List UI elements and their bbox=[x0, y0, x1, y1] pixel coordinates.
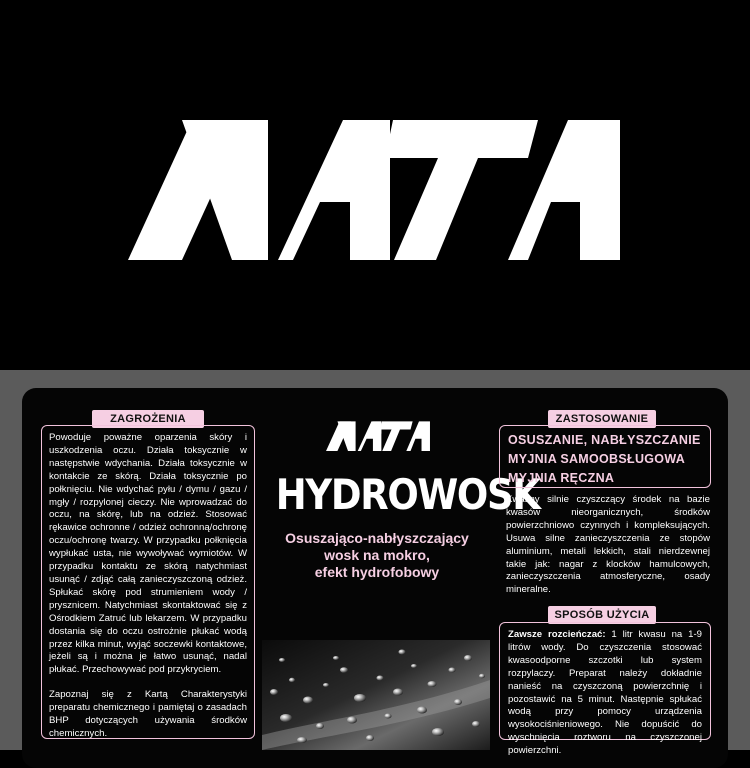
product-name: HYDROWOSK bbox=[275, 470, 540, 519]
nata-small-logo bbox=[326, 421, 430, 451]
nata-logo bbox=[128, 105, 620, 260]
hazards-box bbox=[41, 425, 255, 739]
tagline-line-2: wosk na mokro, bbox=[324, 547, 430, 563]
usage-line-2: MYJNIA SAMOOBSŁUGOWA bbox=[508, 452, 686, 466]
directions-title: SPOSÓB UŻYCIA bbox=[548, 606, 656, 624]
nata-logo-text: NATA bbox=[128, 105, 169, 122]
usage-description: Kwaśny silnie czyszczący środek na bazie kwasów nieorganicznych, środków powierzchniowo czynnych i kompleksujących. Usuwa silne zanieczyszczenia ze stopów aluminium, metali lekkich, stali nierdzewnej takie jak: nagar z klocków hamulcowych, zanieczyszczenia atmosferyczne, osady mineralne. bbox=[506, 494, 710, 596]
hero-banner bbox=[0, 0, 750, 370]
product-tagline bbox=[262, 530, 492, 581]
usage-title: ZASTOSOWANIE bbox=[548, 410, 656, 428]
directions-lead: Zawsze rozcieńczać: bbox=[508, 629, 606, 640]
water-droplets-image bbox=[262, 640, 490, 750]
usage-line-1: OSUSZANIE, NABŁYSZCZANIE bbox=[508, 433, 701, 447]
hazards-paragraph-2: Zapoznaj się z Kartą Charakterystyki preparatu chemicznego i pamiętaj o zasadach BHP dotyczących używania środków chemicznych. bbox=[49, 689, 247, 739]
hazards-title: ZAGROŻENIA bbox=[92, 410, 204, 428]
usage-line-3: MYJNIA RĘCZNA bbox=[508, 471, 615, 485]
tagline-line-3: efekt hydrofobowy bbox=[314, 564, 440, 580]
directions-box bbox=[499, 622, 711, 757]
directions-text: 1 litr kwasu na 1-9 litrów wody. Do czyszczenia stosować kwasoodporne szczotki lub system rozpylaczy. Preparat należy dokładnie nanieść na czyszczoną powierzchnię i pozostawić na 5 minut. Następnie spłukać wodą przy pomocy urządzenia wysokociśnieniowego. Nie dopuścić do wyschnięcia roztworu na czyszczonej powierzchni. bbox=[508, 629, 702, 757]
usage-lines-box bbox=[499, 425, 711, 488]
hazards-paragraph-1: Powoduje poważne oparzenia skóry i uszkodzenia oczu. Działa toksycznie w następstwie wdychania. Działa toksycznie w kontakcie ze skórą. Działa toksycznie po połknięciu. Nie wdychać pyłu / dymu / gazu / mgły / rozpylonej cieczy. Nie wprowadzać do oczu, na skórę, lub na odzież. Stosować rękawice ochronne / odzież ochronną/ochronę oczu/ochronę twarzy. W przypadku połknięcia wypłukać usta, nie wywoływać wymiotów. W przypadku kontaktu ze skórą natychmiast usunąć / zdjąć całą zanieczyszczoną odzież. Spłukać skórę pod strumieniem wody / prysznicem. Natychmiast skontaktować się z Ośrodkiem Zatruć lub lekarzem. W przypadku dostania się do oczu ostrożnie płukać wodą przez kilka minut, wyjąć soczewki kontaktowe, jeżeli są i można je łatwo usunąć, nadal płukać. Przechowywać pod przykryciem. bbox=[49, 432, 247, 676]
tagline-line-1: Osuszająco-nabłyszczający bbox=[285, 530, 469, 546]
